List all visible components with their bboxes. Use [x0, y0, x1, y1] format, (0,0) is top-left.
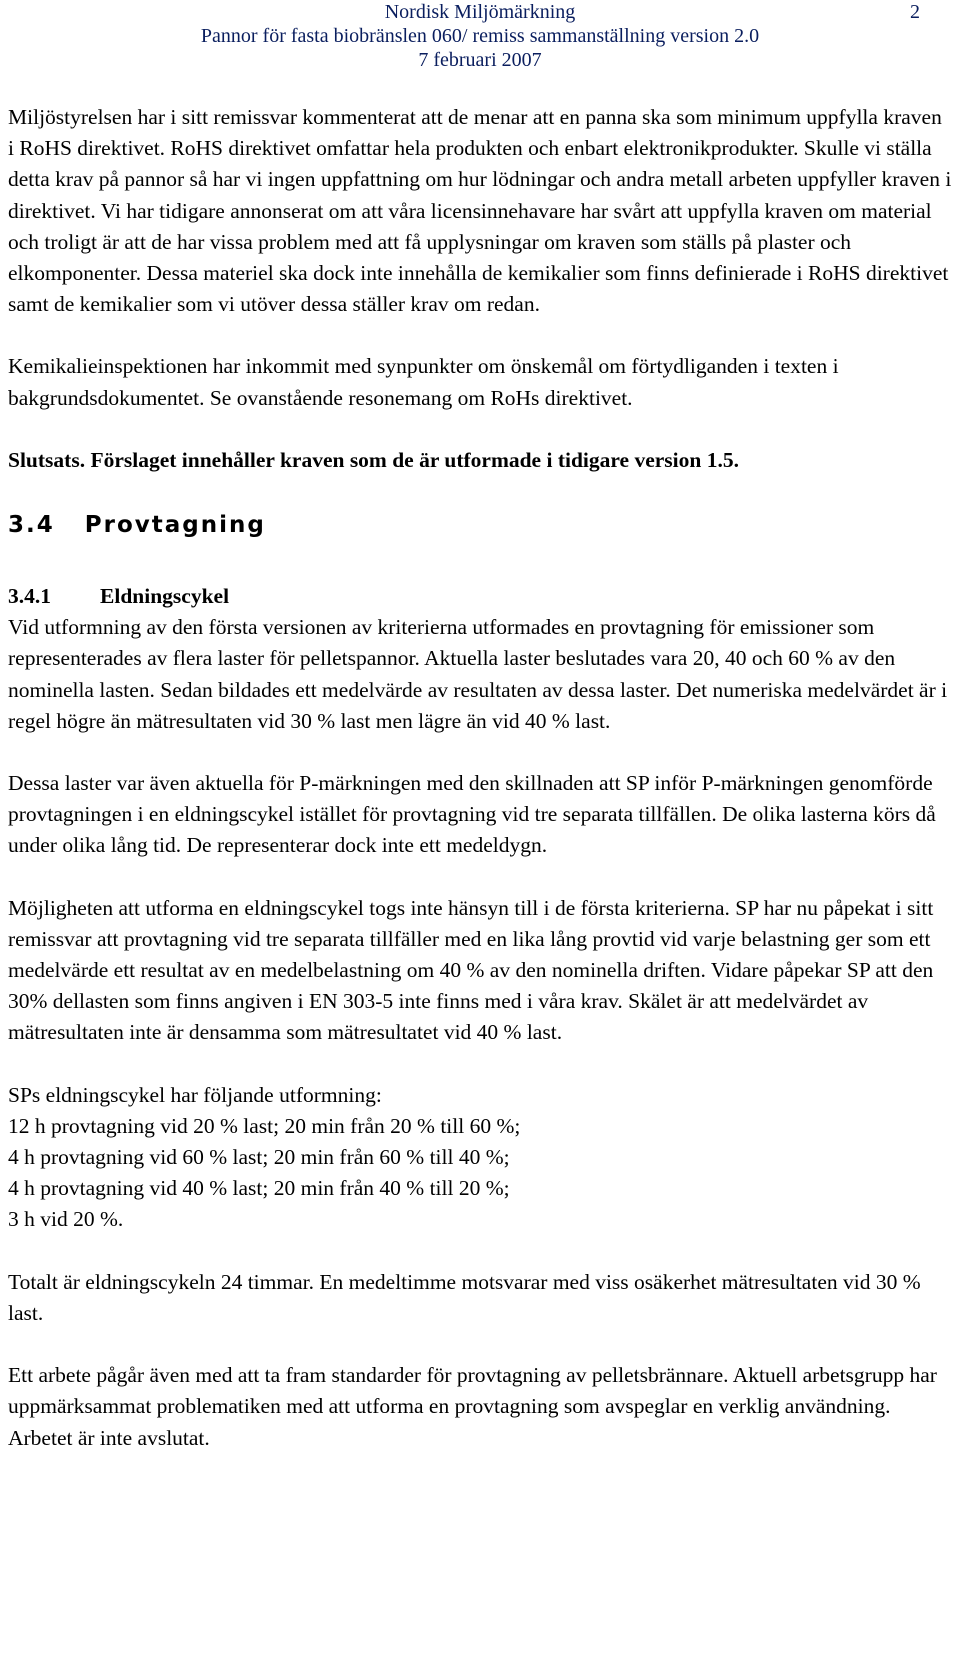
paragraph-sp-remark: Möjligheten att utforma en eldningscykel togs inte hänsyn till i de första kriterierna. SP har nu påpekat i sitt remissvar att provtagning vid tre separata tillfäller med en lika lång provtid vid varje belastning ger som ett medelvärde ett resultat av en medelbelastning om 40 % av den nominella driften. Vidare påpekar SP att den 30% dellasten som finns angiven i EN 303-5 inte finns med i våra krav. Skälet är att medelvärdet av mätresultaten inte är densamma som mätresultatet vid 40 % last. — [8, 895, 934, 1045]
subsection-number: 3.4.1 — [8, 584, 51, 609]
page-header — [0, 0, 960, 75]
cycle-description — [8, 1080, 952, 1236]
cycle-line: 4 h provtagning vid 60 % last; 20 min från 60 % till 40 %; — [8, 1145, 510, 1170]
paragraph-rohs: Miljöstyrelsen har i sitt remissvar kommenterat att de menar att en panna ska som minimum uppfylla kraven i RoHS direktivet. RoHS direktivet omfattar hela produkten och enbart elektronikprodukter. Skulle vi ställa detta krav på pannor så har vi ingen uppfattning om hur lödningar och andra metall arbeten uppfyller kraven i direktivet. Vi har tidigare annonserat om att våra licensinnehavare har svårt att uppfylla kraven om material och troligt är att de har vissa problem med att få upplysningar om kraven som ställs på plaster och elkomponenter. Dessa materiel ska dock inte innehålla de kemikalier som finns definierade i RoHS direktivet samt de kemikalier som vi utöver dessa ställer krav om redan. — [8, 105, 952, 317]
header-date: 7 februari 2007 — [418, 49, 542, 71]
conclusion: Slutsats. Förslaget innehåller kraven som de är utformade i tidigare version 1.5. — [8, 447, 739, 472]
header-title: Pannor för fasta biobränslen 060/ remiss sammanställning version 2.0 — [200, 25, 760, 47]
paragraph-total: Totalt är eldningscykeln 24 timmar. En medeltimme motsvarar med viss osäkerhet mätresultaten vid 30 % last. — [8, 1269, 921, 1325]
cycle-intro: SPs eldningscykel har följande utformning: — [8, 1082, 382, 1107]
section-heading — [8, 510, 952, 541]
paragraph-first-version: Vid utformning av den första versionen av kriterierna utformades en provtagning för emissioner som representerades av flera laster för pelletspannor. Aktuella laster beslutades vara 20, 40 och 60 % av den nominella lasten. Sedan bildades ett medelvärde av resultaten av dessa laster. Det numeriska medelvärdet är i regel högre än mätresultaten vid 30 % last men lägre än vid 40 % last. — [8, 615, 948, 733]
page-number: 2 — [910, 1, 920, 23]
cycle-line: 4 h provtagning vid 40 % last; 20 min från 40 % till 20 %; — [8, 1176, 510, 1201]
header-org: Nordisk Miljömärkning — [384, 1, 576, 23]
paragraph-kemi: Kemikalieinspektionen har inkommit med synpunkter om önskemål om förtydliganden i texten i bakgrundsdokumentet. Se ovanstående resonemang om RoHs direktivet. — [8, 354, 839, 410]
cycle-line: 12 h provtagning vid 20 % last; 20 min från 20 % till 60 %; — [8, 1113, 521, 1138]
paragraph-standards: Ett arbete pågår även med att ta fram standarder för provtagning av pelletsbrännare. Aktuell arbetsgrupp har uppmärksammat problematiken med att utforma en provtagning som avspeglar en verklig användning. Arbetet är inte avslutat. — [8, 1363, 937, 1450]
document-body — [8, 102, 952, 1485]
section-heading-text: 3.4 Provtagning — [8, 512, 266, 539]
subsection-heading — [8, 581, 952, 612]
subsection-title: Eldningscykel — [100, 584, 230, 609]
paragraph-p-marking: Dessa laster var även aktuella för P-märkningen med den skillnaden att SP inför P-märkningen genomförde provtagningen i en eldningscykel istället för provtagning vid tre separata tillfällen. De olika lasterna körs då under olika lång tid. De representerar dock inte ett medeldygn. — [8, 771, 936, 858]
cycle-line: 3 h vid 20 %. — [8, 1207, 124, 1232]
